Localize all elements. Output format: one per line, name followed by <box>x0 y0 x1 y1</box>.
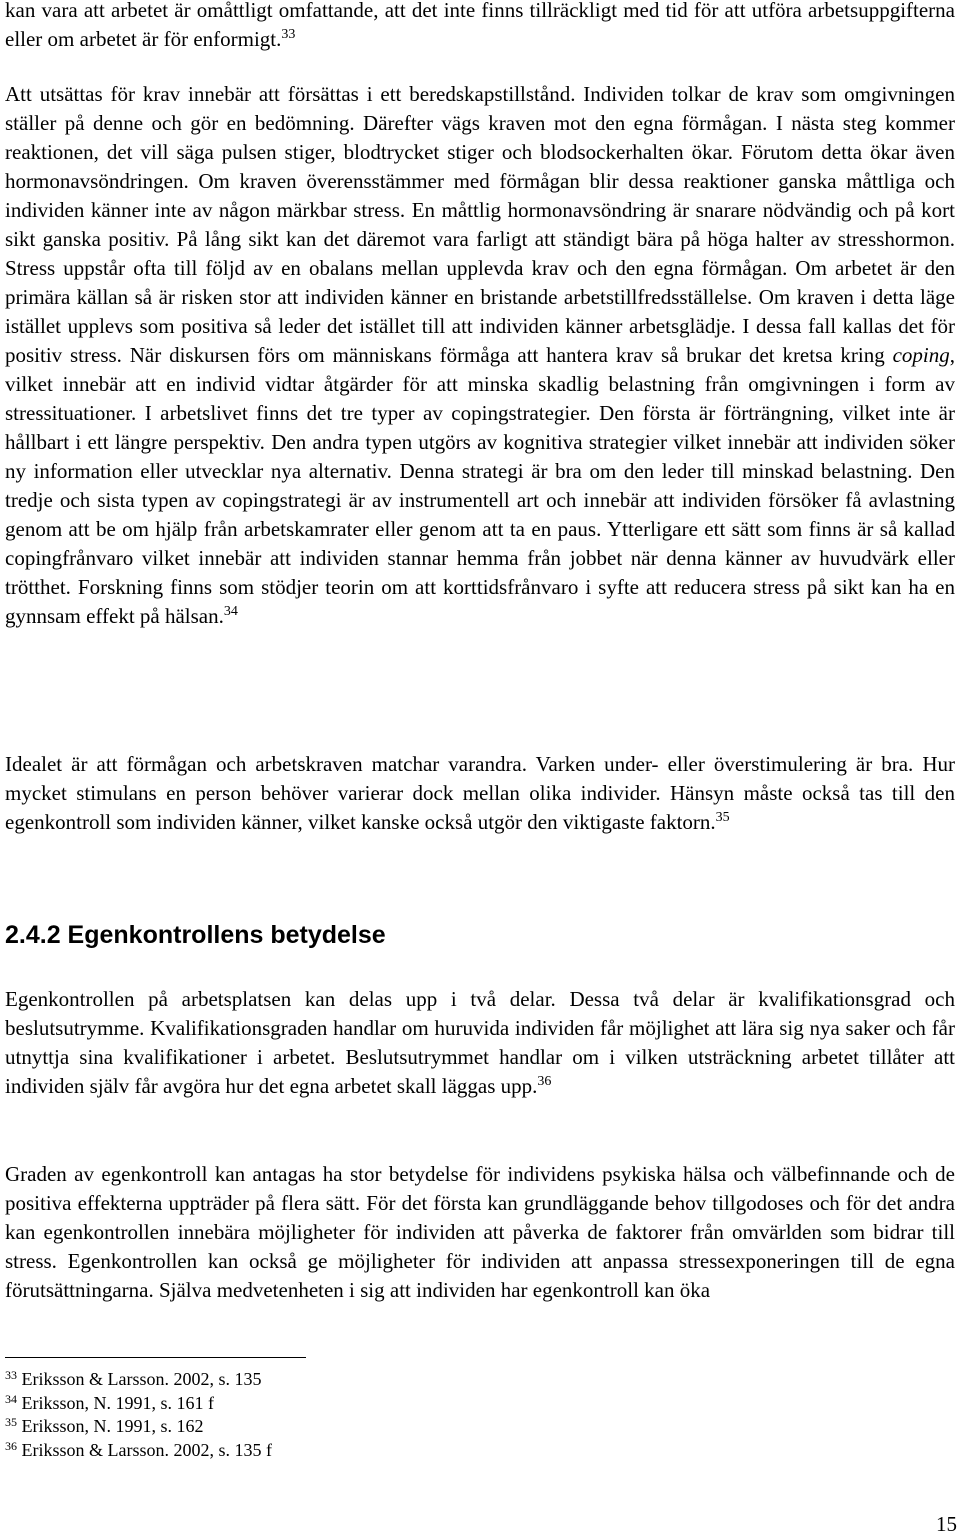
paragraph-stress <box>5 80 955 631</box>
paragraph-grad <box>5 1160 955 1305</box>
footnote-number: 35 <box>5 1415 17 1429</box>
footnote-item <box>5 1368 272 1392</box>
footnote-ref: 34 <box>223 604 238 619</box>
italic-term: coping <box>892 343 950 367</box>
paragraph-intro <box>5 0 955 54</box>
footnote-separator <box>5 1357 306 1358</box>
footnote-number: 36 <box>5 1438 17 1453</box>
footnote-ref: 36 <box>537 1074 552 1089</box>
paragraph-ideal <box>5 750 955 837</box>
paragraph-text: Att utsättas för krav innebär att försättas i ett beredskapstillstånd. Individen tolkar de krav som omgivningen ställer på denne och gör en bedömning. Därefter vägs kraven mot den egna förmågan. I nästa steg kommer reaktionen, det vill säga pulsen stiger, blodtrycket stiger och blodsockerhalten ökar. Förutom detta ökar även hormonavsöndringen. Om kraven överensstämmer med förmågan blir dessa reaktioner ganska måttliga och individen känner inte av någon märkbar stress. En måttlig hormonavsöndring är snarare nödvändig och på kort sikt ganska positiv. På lång sikt kan det däremot vara farligt att ständigt bära på höga halter av stresshormon. Stress uppstår ofta till följd av en obalans mellan upplevda krav och den egna förmågan. Om arbetet är den primära källan så är risken stor att individen känner en bristande arbetstillfredsställelse. Om kraven i detta läge istället upplevs som positiva så leder det istället till att individen känner arbetsglädje. I dessa fall kallas det för positiv stress. När diskursen förs om människans förmåga att hantera krav så brukar det kretsa kring <box>5 82 955 367</box>
section-heading: 2.4.2 Egenkontrollens betydelse <box>5 921 386 949</box>
footnote-text: Eriksson, N. 1991, s. 162 <box>21 1416 204 1436</box>
paragraph-text: , vilket innebär att en individ vidtar åtgärder för att minska skadlig belastning från omgivningen i form av stressituationer. I arbetslivet finns det tre typer av copingstrategier. Den första är förträngning, vilket inte är hållbart i ett längre perspektiv. Den andra typen utgörs av kognitiva strategier vilket innebär att individen söker ny information eller utvecklar nya alternativ. Denna strategi är bra om den leder till minskad belastning. Den tredje och sista typen av copingstrategi är av instrumentell art och innebär att individen försöker få avlastning genom att be om hjälp från arbetskamrater eller genom att ta en paus. Ytterligare ett sätt som finns är så kallad copingfrånvaro vilket innebär att individen stannar hemma från jobbet när denna känner av huvudvärk eller trötthet. Forskning finns som stödjer teorin om att korttidsfrånvaro i syfte att reducera stress på sikt kan ha en gynnsam effekt på hälsan. <box>5 343 955 628</box>
footnote-text: Eriksson & Larsson. 2002, s. 135 <box>21 1369 262 1389</box>
paragraph-text: Egenkontrollen på arbetsplatsen kan delas upp i två delar. Dessa två delar är kvalifikationsgrad och beslutsutrymme. Kvalifikationsgraden handlar om huruvida individen får möjlighet att lära sig nya saker och får utnyttja sina kvalifikationer i arbetet. Beslutsutrymmet handlar om i vilken utsträckning arbetet tillåter att individen själv får avgöra hur det egna arbetet skall läggas upp. <box>5 987 955 1098</box>
footnote-number: 34 <box>5 1391 17 1406</box>
footnote-ref: 33 <box>281 27 296 42</box>
paragraph-text: Graden av egenkontroll kan antagas ha stor betydelse för individens psykiska hälsa och välbefinnande och de positiva effekterna uppträder på flera sätt. För det första kan grundläggande behov tillgodoses och för det andra kan egenkontrollen innebära möjligheter för individen att påverka de faktorer från omvärlden som bidrar till stress. Egenkontrollen kan också ge möjligheter för individen att anpassa stressexponeringen till de egna förutsättningarna. Själva medvetenheten i sig att individen har egenkontroll kan öka <box>5 1162 955 1302</box>
footnote-text: Eriksson, N. 1991, s. 161 f <box>21 1392 214 1413</box>
footnote-ref: 35 <box>715 810 730 825</box>
footnote-number: 33 <box>5 1368 17 1382</box>
footnotes <box>5 1368 272 1462</box>
footnote-item <box>5 1392 272 1416</box>
paragraph-egenkontroll <box>5 985 955 1101</box>
page-number: 15 <box>936 1512 957 1536</box>
paragraph-text: kan vara att arbetet är omåttligt omfattande, att det inte finns tillräckligt med tid för att utföra arbetsuppgifterna eller om arbetet är för enformigt. <box>5 0 955 51</box>
footnote-item <box>5 1439 272 1463</box>
footnote-item <box>5 1415 272 1439</box>
footnote-text: Eriksson & Larsson. 2002, s. 135 f <box>21 1439 272 1460</box>
paragraph-text: Idealet är att förmågan och arbetskraven matchar varandra. Varken under- eller överstimulering är bra. Hur mycket stimulans en person behöver varierar dock mellan olika individer. Hänsyn måste också tas till den egenkontroll som individen känner, vilket kanske också utgör den viktigaste faktorn. <box>5 752 955 834</box>
